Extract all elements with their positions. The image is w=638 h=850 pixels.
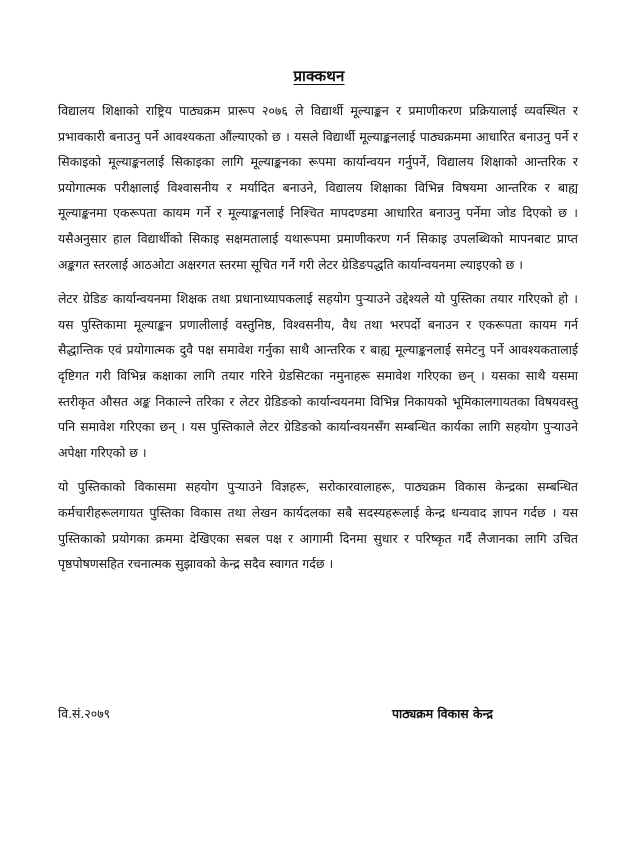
page-title: प्राक्कथन	[293, 67, 345, 85]
footer-organization: पाठ्यक्रम विकास केन्द्र	[392, 706, 493, 721]
paragraph-1: विद्यालय शिक्षाको राष्ट्रिय पाठ्यक्रम प्रारूप २०७६ ले विद्यार्थी मूल्याङ्कन र प्रमाणीकरण प्रक्रियालाई व्यवस्थित र प्रभावकारी बनाउनु पर्ने आवश्यकता औंल्याएको छ । यसले विद्यार्थी मूल्याङ्कनलाई पाठ्यक्रममा आधारित बनाउनु पर्ने र सिकाइको मूल्याङ्कनलाई सिकाइका लागि मूल्याङ्कनका रूपमा कार्यान्वयन गर्नुपर्ने, विद्यालय शिक्षाको आन्तरिक र प्रयोगात्मक परीक्षालाई विश्वासनीय र मर्यादित बनाउने, विद्यालय शिक्षाका विभिन्न विषयमा आन्तरिक र बाह्य मूल्याङ्कनमा एकरूपता कायम गर्ने र मूल्याङ्कनलाई निश्चित मापदण्डमा आधारित बनाउनु पर्नेमा जोड दिएको छ । यसैअनुसार हाल विद्यार्थीको सिकाइ सक्षमतालाई यथारूपमा प्रमाणीकरण गर्न सिकाइ उपलब्धिको मापनबाट प्राप्त अङ्कगत स्तरलाई आठओटा अक्षरगत स्तरमा सूचित गर्ने गरी लेटर ग्रेडिङपद्धति कार्यान्वयनमा ल्याइएको छ ।	[58, 103, 578, 272]
preface-body	[58, 98, 578, 586]
signature-footer	[58, 701, 578, 727]
paragraph-3: यो पुस्तिकाको विकासमा सहयोग पुऱ्याउने विज्ञहरू, सरोकारवालाहरू, पाठ्यक्रम विकास केन्द्रका सम्बन्धित कर्मचारीहरूलगायत पुस्तिका विकास तथा लेखन कार्यदलका सबै सदस्यहरूलाई केन्द्र धन्यवाद ज्ञापन गर्दछ । यस पुस्तिकाको प्रयोगका क्रममा देखिएका सबल पक्ष र आगामी दिनमा सुधार र परिष्कृत गर्दै लैजानका लागि उचित पृष्ठपोषणसहित रचनात्मक सुझावको केन्द्र सदैव स्वागत गर्दछ ।	[58, 479, 578, 572]
paragraph-2: लेटर ग्रेडिङ कार्यान्वयनमा शिक्षक तथा प्रधानाध्यापकलाई सहयोग पुऱ्याउने उद्देश्यले यो पुस्तिका तयार गरिएको हो । यस पुस्तिकामा मूल्याङ्कन प्रणालीलाई वस्तुनिष्ठ, विश्वसनीय, वैध तथा भरपर्दो बनाउन र एकरूपता कायम गर्न सैद्धान्तिक एवं प्रयोगात्मक दुवै पक्ष समावेश गर्नुका साथै आन्तरिक र बाह्य मूल्याङ्कनलाई समेटनु पर्ने आवश्यकतालाई दृष्टिगत गरी विभिन्न कक्षाका लागि तयार गरिने ग्रेडसिटका नमुनाहरू समावेश गरिएका छन् । यसका साथै यसमा स्तरीकृत औसत अङ्क निकाल्ने तरिका र लेटर ग्रेडिङको कार्यान्वयनमा विभिन्न निकायको भूमिकालगायतका विषयवस्तु पनि समावेश गरिएका छन् । यस पुस्तिकाले लेटर ग्रेडिङको कार्यान्वयनसँग सम्बन्धित कार्यका लागि सहयोग पुऱ्याउने अपेक्षा गरिएको छ ।	[58, 291, 578, 460]
footer-date: वि.सं.२०७९	[58, 706, 111, 721]
